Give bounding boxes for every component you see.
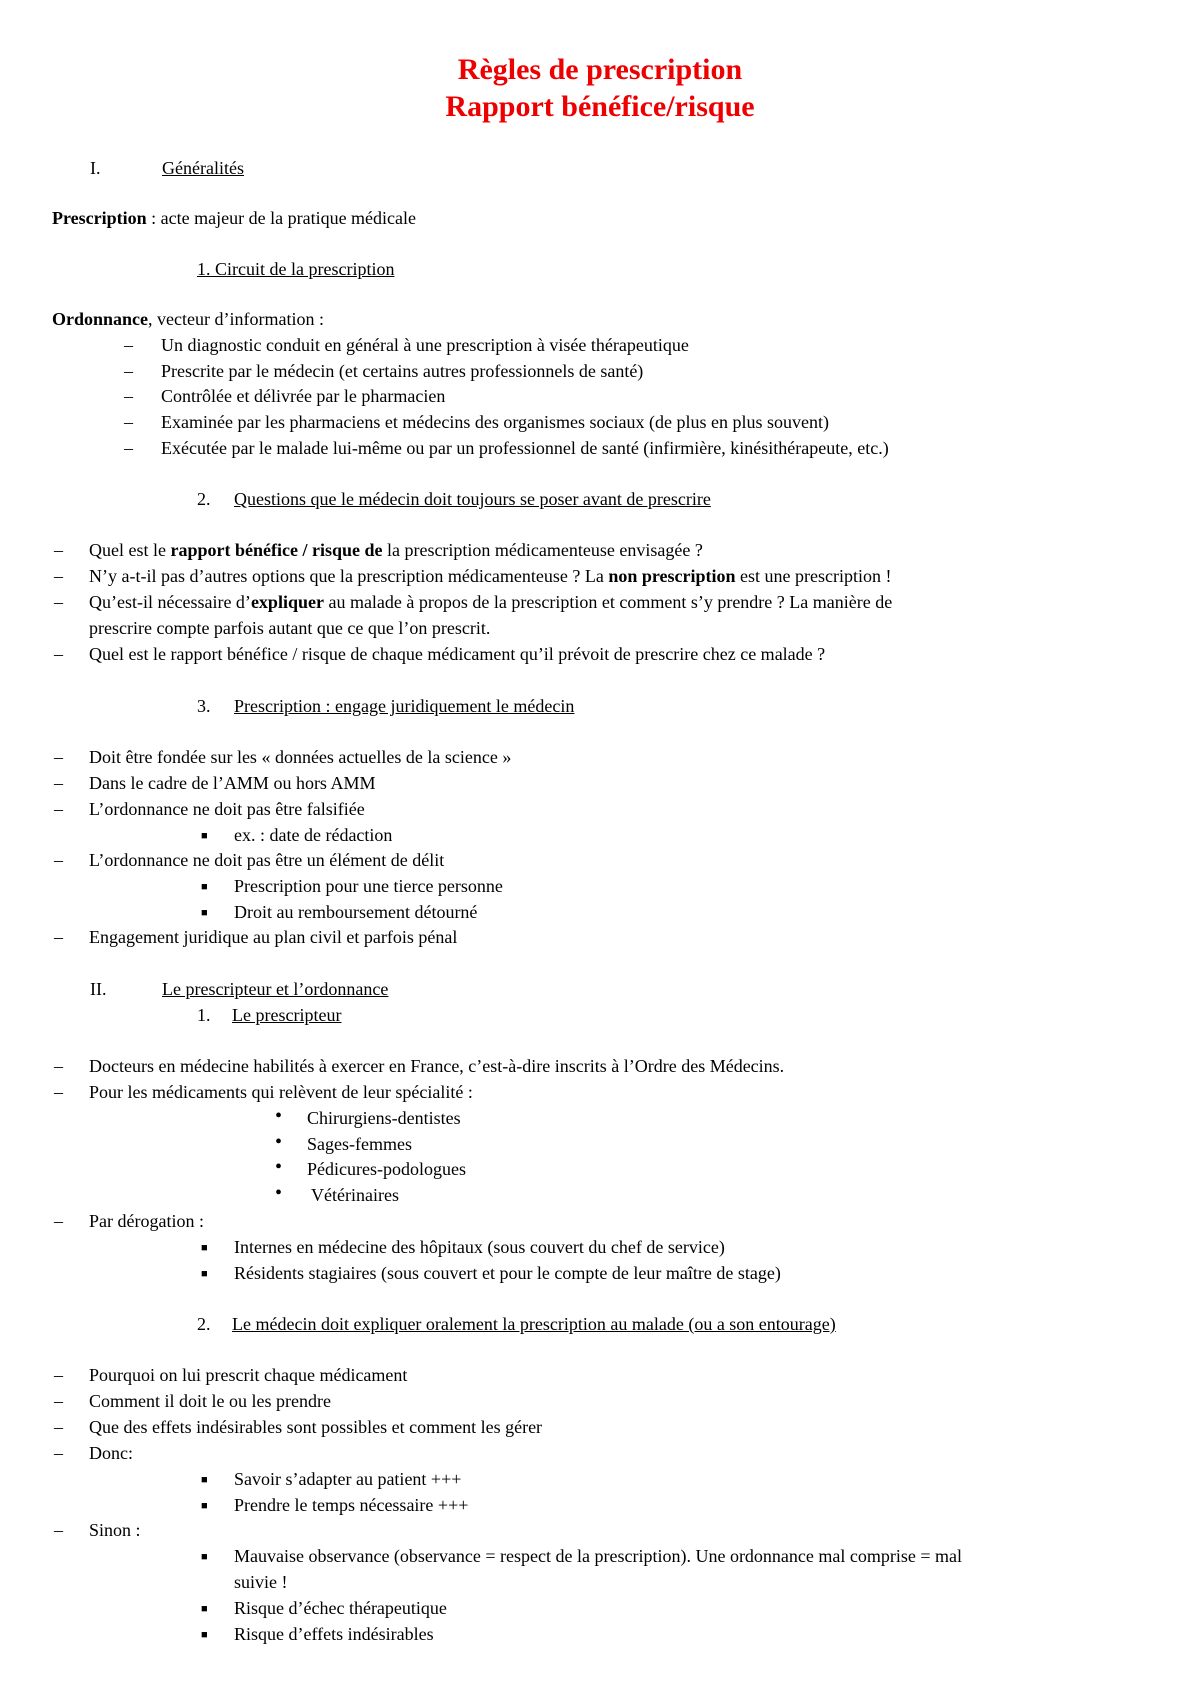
question-text: au malade à propos de la prescription et comment s’y prendre ? La manière de [323,592,893,612]
list-dash: – [124,335,133,355]
sub-list-item: Pédicures-podologues [307,1159,466,1179]
ordonnance-bold-term: Ordonnance [52,309,149,329]
section-1-heading: Généralités [162,158,244,178]
list-dash: – [54,1443,63,1463]
list-dash: – [54,1520,63,1540]
list-dash: – [54,799,63,819]
list-dash: – [54,644,63,664]
list-item: Examinée par les pharmaciens et médecins des organismes sociaux (de plus en plus souvent) [161,412,829,432]
list-item: Exécutée par le malade lui-même ou par un professionnel de santé (infirmière, kinésithérapeute, etc.) [161,438,889,458]
sub-list-item: Droit au remboursement détourné [234,902,478,922]
question-bold: rapport bénéfice / risque de [170,540,383,560]
square-bullet: ■ [201,1268,208,1280]
list-item: Que des effets indésirables sont possibles et comment les gérer [89,1417,543,1437]
list-dash: – [54,850,63,870]
list-item: Comment il doit le ou les prendre [89,1391,331,1411]
list-item: Un diagnostic conduit en général à une prescription à visée thérapeutique [161,335,689,355]
list-item: Contrôlée et délivrée par le pharmacien [161,386,446,406]
sub-list-item: Mauvaise observance (observance = respect de la prescription). Une ordonnance mal comprise = mal [234,1546,963,1566]
sub-list-item: Prescription pour une tierce personne [234,876,503,896]
list-dash: – [54,592,63,612]
square-bullet: ■ [201,881,208,893]
section-1-numeral: I. [90,158,101,178]
question-item [89,590,892,616]
subsection-2-1-heading: Le prescripteur [232,1005,342,1025]
sub-list-item: Savoir s’adapter au patient +++ [234,1469,462,1489]
list-dash: – [54,566,63,586]
question-item [89,564,891,590]
question-bold: non prescription [608,566,736,586]
list-item: L’ordonnance ne doit pas être un élément de délit [89,850,445,870]
square-bullet: ■ [201,830,208,842]
round-bullet: • [275,1182,283,1204]
list-item: Pourquoi on lui prescrit chaque médicament [89,1365,408,1385]
square-bullet: ■ [201,1603,208,1615]
list-dash: – [54,1365,63,1385]
intro-line [52,206,416,232]
square-bullet: ■ [201,1551,208,1563]
list-item: Dans le cadre de l’AMM ou hors AMM [89,773,376,793]
list-item: Doit être fondée sur les « données actuelles de la science » [89,747,512,767]
sub-list-item: Sages-femmes [307,1134,412,1154]
list-dash: – [54,747,63,767]
sub-list-item: ex. : date de rédaction [234,825,393,845]
sub-list-item: Résidents stagiaires (sous couvert et pour le compte de leur maître de stage) [234,1263,781,1283]
question-text: est une prescription ! [735,566,892,586]
round-bullet: • [275,1131,283,1153]
list-dash: – [54,1211,63,1231]
list-dash: – [54,1391,63,1411]
sub-list-item: Vétérinaires [311,1185,399,1205]
list-dash: – [54,927,63,947]
subsection-1-2-heading: Questions que le médecin doit toujours se poser avant de prescrire [234,489,711,509]
square-bullet: ■ [201,1629,208,1641]
document-title: Règles de prescription [457,53,743,86]
square-bullet: ■ [201,1242,208,1254]
list-item: Pour les médicaments qui relèvent de leur spécialité : [89,1082,473,1102]
section-2-numeral: II. [90,979,107,999]
question-item: Quel est le rapport bénéfice / risque de chaque médicament qu’il prévoit de prescrire chez ce malade ? [89,644,826,664]
list-dash: – [54,773,63,793]
round-bullet: • [275,1156,283,1178]
square-bullet: ■ [201,1500,208,1512]
sub-list-item: Prendre le temps nécessaire +++ [234,1495,469,1515]
list-dash: – [124,386,133,406]
sub-list-item: Chirurgiens-dentistes [307,1108,461,1128]
list-item: Par dérogation : [89,1211,204,1231]
list-item: Prescrite par le médecin (et certains autres professionnels de santé) [161,361,644,381]
question-text: Quel est le [89,540,171,560]
subsection-1-3-heading: Prescription : engage juridiquement le médecin [234,696,575,716]
list-dash: – [54,1056,63,1076]
list-item: L’ordonnance ne doit pas être falsifiée [89,799,365,819]
subsection-1-3-number: 3. [197,696,211,716]
list-item: Sinon : [89,1520,141,1540]
ordonnance-lead-text: , vecteur d’information : [148,309,324,329]
subsection-2-1-number: 1. [197,1005,211,1025]
sub-list-item-continued: suivie ! [234,1572,288,1592]
subsection-2-2-number: 2. [197,1314,211,1334]
list-dash: – [54,1082,63,1102]
subsection-1-1-heading: 1. Circuit de la prescription [197,259,395,279]
square-bullet: ■ [201,1474,208,1486]
section-2-heading: Le prescripteur et l’ordonnance [162,979,389,999]
sub-list-item: Internes en médecine des hôpitaux (sous couvert du chef de service) [234,1237,725,1257]
intro-text: : acte majeur de la pratique médicale [146,208,417,228]
question-bold: expliquer [250,592,324,612]
round-bullet: • [275,1105,283,1127]
ordonnance-lead [52,307,324,333]
sub-list-item: Risque d’effets indésirables [234,1624,434,1644]
list-dash: – [124,438,133,458]
intro-bold-term: Prescription [52,208,147,228]
list-dash: – [124,412,133,432]
question-item [89,538,703,564]
question-text: la prescription médicamenteuse envisagée ? [382,540,703,560]
question-text: Qu’est-il nécessaire d’ [89,592,251,612]
list-dash: – [54,540,63,560]
document-subtitle: Rapport bénéfice/risque [445,90,755,123]
list-item: Donc: [89,1443,133,1463]
question-text: N’y a-t-il pas d’autres options que la prescription médicamenteuse ? La [89,566,609,586]
square-bullet: ■ [201,907,208,919]
subsection-2-2-heading: Le médecin doit expliquer oralement la prescription au malade (ou a son entourage) [232,1314,836,1334]
list-dash: – [124,361,133,381]
list-item: Docteurs en médecine habilités à exercer en France, c’est-à-dire inscrits à l’Ordre des Médecins. [89,1056,785,1076]
subsection-1-2-number: 2. [197,489,211,509]
list-dash: – [54,1417,63,1437]
list-item: Engagement juridique au plan civil et parfois pénal [89,927,458,947]
question-item-continued: prescrire compte parfois autant que ce que l’on prescrit. [89,618,491,638]
sub-list-item: Risque d’échec thérapeutique [234,1598,447,1618]
